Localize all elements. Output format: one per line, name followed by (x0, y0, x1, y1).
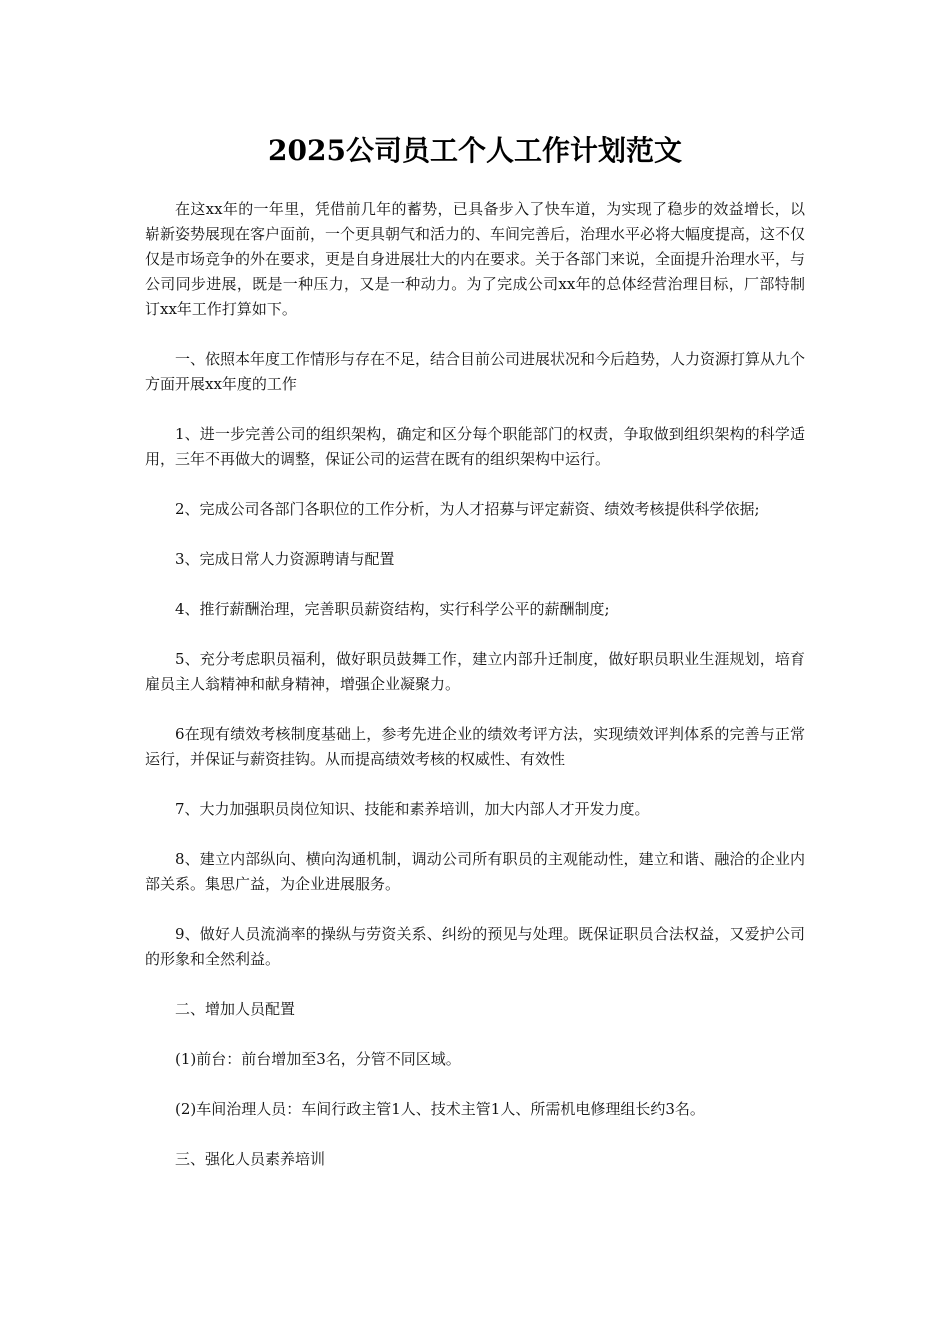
plan-item-3: 3、完成日常人力资源聘请与配置 (175, 550, 395, 568)
staffing-item-1: (1)前台：前台增加至3名，分管不同区域。 (175, 1050, 461, 1068)
plan-item-6: 6在现有绩效考核制度基础上，参考先进企业的绩效考评方法，实现绩效评判体系的完善与正常运行，并保证与薪资挂钩。从而提高绩效考核的权威性、有效性 (145, 725, 805, 768)
plan-item-7: 7、大力加强职员岗位知识、技能和素养培训，加大内部人才开发力度。 (175, 800, 650, 818)
plan-item-9: 9、做好人员流淌率的操纵与劳资关系、纠纷的预见与处理。既保证职员合法权益，又爱护公司的形象和全然利益。 (145, 925, 805, 968)
plan-item-1: 1、进一步完善公司的组织架构，确定和区分每个职能部门的权责，争取做到组织架构的科学适用，三年不再做大的调整，保证公司的运营在既有的组织架构中运行。 (145, 425, 805, 468)
document-body (145, 197, 805, 1197)
document-title: 2025公司员工个人工作计划范文 (268, 134, 682, 167)
section-heading-three: 三、强化人员素养培训 (175, 1150, 326, 1168)
section-heading-two: 二、增加人员配置 (175, 1000, 296, 1018)
plan-item-8: 8、建立内部纵向、横向沟通机制，调动公司所有职员的主观能动性，建立和谐、融洽的企业内部关系。集思广益，为企业进展服务。 (145, 850, 805, 893)
intro-paragraph: 在这xx年的一年里，凭借前几年的蓄势，已具备步入了快车道，为实现了稳步的效益增长，以崭新姿势展现在客户面前，一个更具朝气和活力的、车间完善后，治理水平必将大幅度提高，这不仅仅是市场竞争的外在要求，更是自身进展壮大的内在要求。关于各部门来说，全面提升治理水平，与公司同步进展，既是一种压力，又是一种动力。为了完成公司xx年的总体经营治理目标，厂部特制订xx年工作打算如下。 (145, 200, 806, 318)
plan-item-2: 2、完成公司各部门各职位的工作分析，为人才招募与评定薪资、绩效考核提供科学依据; (175, 500, 760, 518)
plan-item-5: 5、充分考虑职员福利，做好职员鼓舞工作，建立内部升迁制度，做好职员职业生涯规划，培育雇员主人翁精神和献身精神，增强企业凝聚力。 (145, 650, 805, 693)
plan-item-4: 4、推行薪酬治理，完善职员薪资结构，实行科学公平的薪酬制度; (175, 600, 610, 618)
staffing-item-2: (2)车间治理人员：车间行政主管1人、技术主管1人、所需机电修理组长约3名。 (175, 1100, 705, 1118)
section-heading-one: 一、依照本年度工作情形与存在不足，结合目前公司进展状况和今后趋势，人力资源打算从九个方面开展xx年度的工作 (145, 350, 806, 393)
